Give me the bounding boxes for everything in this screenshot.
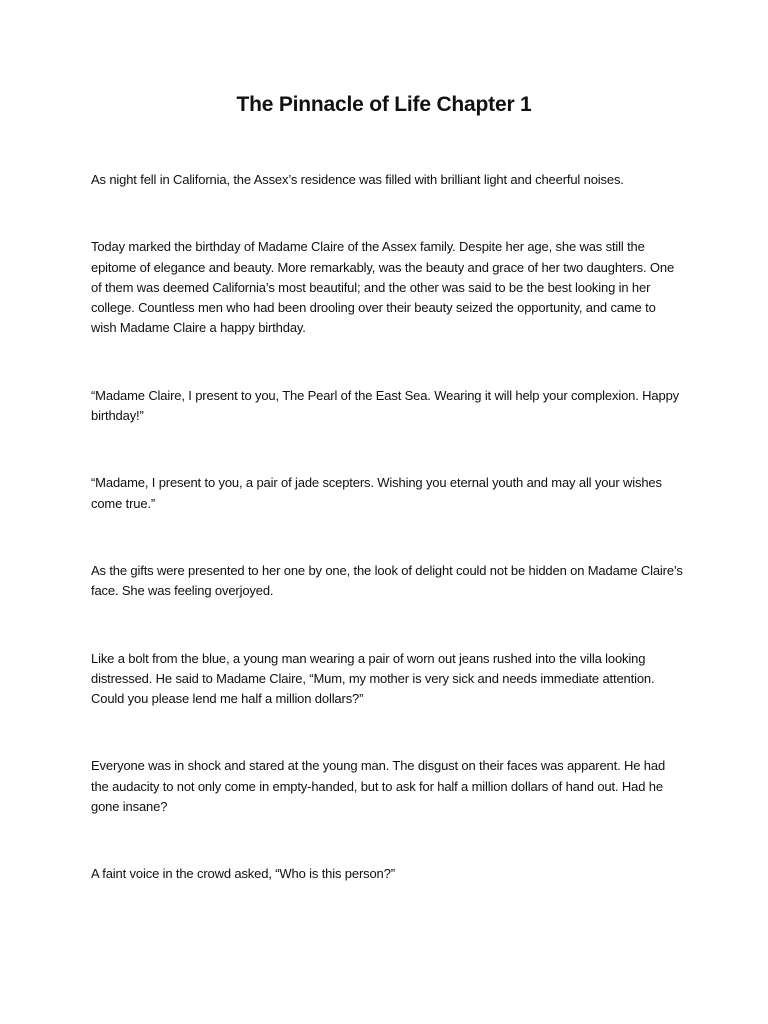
paragraph: A faint voice in the crowd asked, “Who is this person?” (91, 866, 395, 882)
paragraph: As the gifts were presented to her one by one, the look of delight could not be hidden on Madame Claire’s face. She was feeling overjoyed. (91, 562, 683, 599)
page-title: The Pinnacle of Life Chapter 1 (236, 93, 532, 116)
paragraph: “Madame Claire, I present to you, The Pearl of the East Sea. Wearing it will help your complexion. Happy birthday!” (91, 387, 679, 424)
chapter-body (91, 170, 683, 885)
paragraph: “Madame, I present to you, a pair of jade scepters. Wishing you eternal youth and may all your wishes come true.” (91, 475, 662, 511)
paragraph: Like a bolt from the blue, a young man wearing a pair of worn out jeans rushed into the villa looking distressed. He said to Madame Claire, “Mum, my mother is very sick and needs immediate attention. Could you please lend me half a million dollars?” (91, 650, 655, 707)
paragraph: Today marked the birthday of Madame Claire of the Assex family. Despite her age, she was still the epitome of elegance and beauty. More remarkably, was the beauty and grace of her two daughters. One of them was deemed California’s most beautiful; and the other was said to be the best looking in her college. Countless men who had been drooling over their beauty seized the opportunity, and came to wish Madame Claire a happy birthday. (91, 239, 675, 336)
paragraph: Everyone was in shock and stared at the young man. The disgust on their faces was apparent. He had the audacity to not only come in empty-handed, but to ask for half a million dollars of hand out. Had he gone insane? (91, 758, 666, 815)
paragraph: As night fell in California, the Assex’s residence was filled with brilliant light and cheerful noises. (91, 172, 624, 187)
